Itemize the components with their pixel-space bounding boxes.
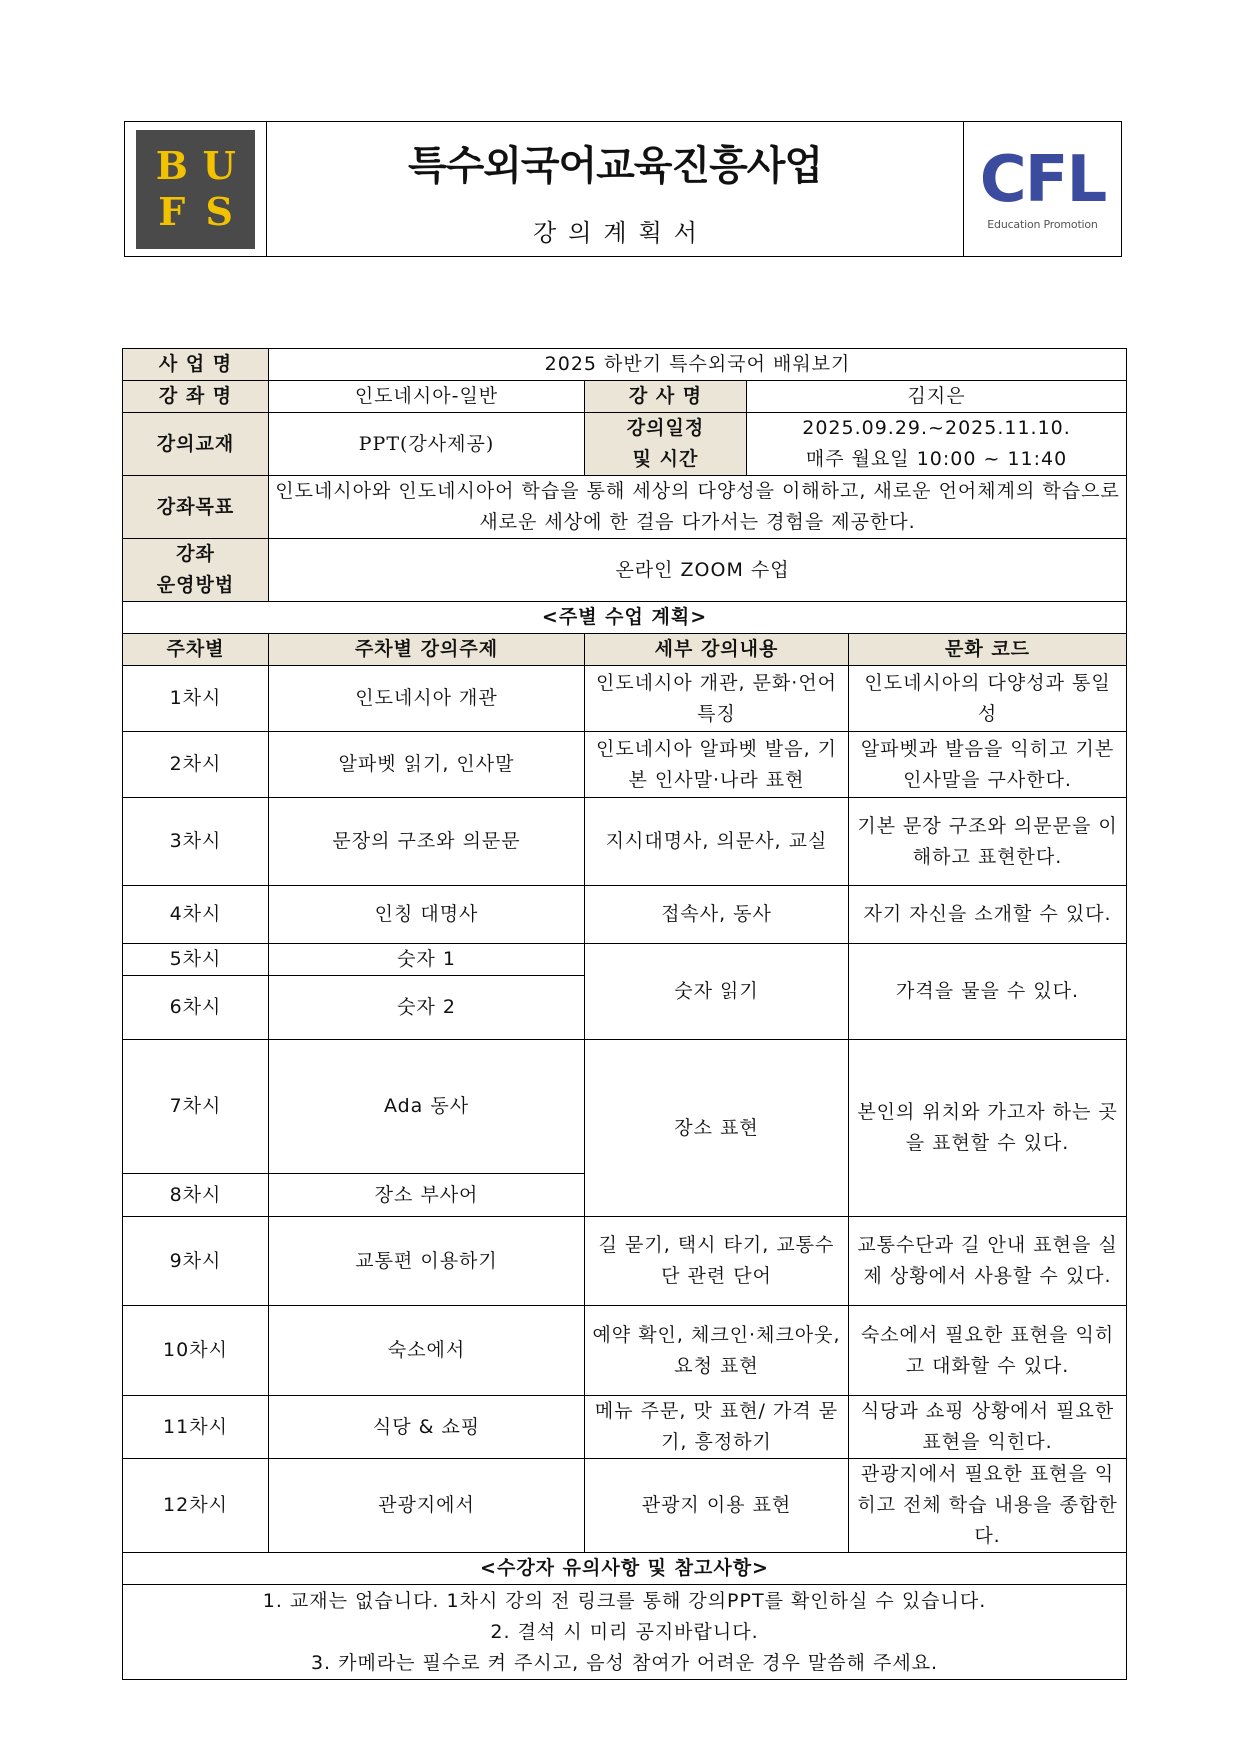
info-row-method [123,539,1127,602]
schedule-time: 매주 월요일 10:00 ~ 11:40 [805,448,1068,470]
topic-cell: 문장의 구조와 의문문 [269,798,585,886]
culture-cell: 관광지에서 필요한 표현을 익히고 전체 학습 내용을 종합한다. [849,1459,1127,1553]
topic-cell: 교통편 이용하기 [269,1217,585,1306]
table-row [123,798,1127,886]
table-row [123,732,1127,798]
logo-letter: S [205,188,233,234]
detail-cell: 숫자 읽기 [585,944,849,1040]
title-cell [267,122,963,256]
detail-cell: 인도네시아 개관, 문화·언어 특징 [585,666,849,732]
culture-cell: 가격을 물을 수 있다. [849,944,1127,1040]
session-cell: 1차시 [123,666,269,732]
document-title: 특수외국어교육진흥사업 [407,143,823,189]
detail-cell: 예약 확인, 체크인·체크아웃, 요청 표현 [585,1306,849,1396]
detail-cell: 길 묻기, 택시 타기, 교통수단 관련 단어 [585,1217,849,1306]
goal-value: 인도네시아와 인도네시아어 학습을 통해 세상의 다양성을 이해하고, 새로운 언어체계의 학습으로 새로운 세상에 한 걸음 다가서는 경험을 제공한다. [269,476,1127,539]
session-cell: 12차시 [123,1459,269,1553]
culture-cell: 교통수단과 길 안내 표현을 실제 상황에서 사용할 수 있다. [849,1217,1127,1306]
session-cell: 6차시 [123,976,269,1040]
schedule-label [585,413,747,476]
culture-cell: 숙소에서 필요한 표현을 익히고 대화할 수 있다. [849,1306,1127,1396]
logo-right-cell [963,122,1121,256]
method-value: 온라인 ZOOM 수업 [269,539,1127,602]
notes-row [123,1585,1127,1680]
lecture-plan-table [122,348,1127,1680]
project-value: 2025 하반기 특수외국어 배워보기 [269,349,1127,381]
weekly-section-title: <주별 수업 계획> [123,602,1127,634]
session-cell: 4차시 [123,886,269,944]
cfl-logo-caption: Education Promotion [987,217,1098,231]
notes-cell [123,1585,1127,1680]
schedule-dates: 2025.09.29.~2025.11.10. [802,417,1071,439]
table-row [123,944,1127,976]
culture-cell: 알파벳과 발음을 익히고 기본 인사말을 구사한다. [849,732,1127,798]
topic-cell: 인칭 대명사 [269,886,585,944]
table-row [123,886,1127,944]
cfl-logo: CFL [979,142,1106,217]
topic-cell: 장소 부사어 [269,1174,585,1217]
detail-cell: 지시대명사, 의문사, 교실 [585,798,849,886]
topic-cell: 숫자 2 [269,976,585,1040]
note-item: 3. 카메라는 필수로 켜 주시고, 음성 참여가 어려운 경우 말씀해 주세요. [310,1651,939,1674]
detail-cell: 인도네시아 알파벳 발음, 기본 인사말·나라 표현 [585,732,849,798]
textbook-value: PPT(강사제공) [269,413,585,476]
logo-letter: F [158,188,186,234]
session-cell: 5차시 [123,944,269,976]
logo-letter: U [202,143,236,189]
session-cell: 7차시 [123,1040,269,1174]
topic-cell: 알파벳 읽기, 인사말 [269,732,585,798]
session-cell: 8차시 [123,1174,269,1217]
info-row-course [123,381,1127,413]
goal-label: 강좌목표 [123,476,269,539]
session-cell: 10차시 [123,1306,269,1396]
notes-section-row [123,1553,1127,1585]
document-subtitle: 강의계획서 [533,219,709,247]
info-row-project [123,349,1127,381]
weekly-section-row [123,602,1127,634]
topic-cell: 인도네시아 개관 [269,666,585,732]
instructor-label: 강 사 명 [585,381,747,413]
schedule-label-line2: 및 시간 [632,448,699,470]
session-cell: 2차시 [123,732,269,798]
info-row-goal [123,476,1127,539]
session-cell: 3차시 [123,798,269,886]
detail-cell: 관광지 이용 표현 [585,1459,849,1553]
session-cell: 11차시 [123,1396,269,1459]
bufs-logo [136,130,255,249]
course-value: 인도네시아-일반 [269,381,585,413]
project-label: 사 업 명 [123,349,269,381]
culture-cell: 본인의 위치와 가고자 하는 곳을 표현할 수 있다. [849,1040,1127,1217]
col-header-culture: 문화 코드 [849,634,1127,666]
table-row [123,1396,1127,1459]
detail-cell: 접속사, 동사 [585,886,849,944]
logo-letter: B [155,143,188,189]
detail-cell: 장소 표현 [585,1040,849,1217]
culture-cell: 인도네시아의 다양성과 통일성 [849,666,1127,732]
culture-cell: 자기 자신을 소개할 수 있다. [849,886,1127,944]
col-header-session: 주차별 [123,634,269,666]
topic-cell: 숫자 1 [269,944,585,976]
session-cell: 9차시 [123,1217,269,1306]
culture-cell: 기본 문장 구조와 의문문을 이해하고 표현한다. [849,798,1127,886]
logo-left-cell [125,122,267,256]
course-label: 강 좌 명 [123,381,269,413]
notes-section-title: <수강자 유의사항 및 참고사항> [123,1553,1127,1585]
textbook-label: 강의교재 [123,413,269,476]
method-label-line1: 강좌 [176,543,215,565]
topic-cell: 식당 & 쇼핑 [269,1396,585,1459]
table-row [123,1040,1127,1174]
instructor-value: 김지은 [747,381,1127,413]
topic-cell: 관광지에서 [269,1459,585,1553]
topic-cell: Ada 동사 [269,1040,585,1174]
col-header-topic: 주차별 강의주제 [269,634,585,666]
schedule-label-line1: 강의일정 [626,417,705,439]
note-item: 2. 결석 시 미리 공지바랍니다. [490,1620,759,1643]
note-item: 1. 교재는 없습니다. 1차시 강의 전 링크를 통해 강의PPT를 확인하실 수 있습니다. [262,1589,987,1612]
topic-cell: 숙소에서 [269,1306,585,1396]
info-row-textbook [123,413,1127,476]
culture-cell: 식당과 쇼핑 상황에서 필요한 표현을 익힌다. [849,1396,1127,1459]
table-row [123,1459,1127,1553]
detail-cell: 메뉴 주문, 맛 표현/ 가격 묻기, 흥정하기 [585,1396,849,1459]
schedule-value [747,413,1127,476]
col-header-detail: 세부 강의내용 [585,634,849,666]
method-label [123,539,269,602]
method-label-line2: 운영방법 [156,574,235,596]
document-header [124,121,1122,257]
table-row [123,666,1127,732]
weekly-header-row [123,634,1127,666]
table-row [123,1306,1127,1396]
table-row [123,1217,1127,1306]
